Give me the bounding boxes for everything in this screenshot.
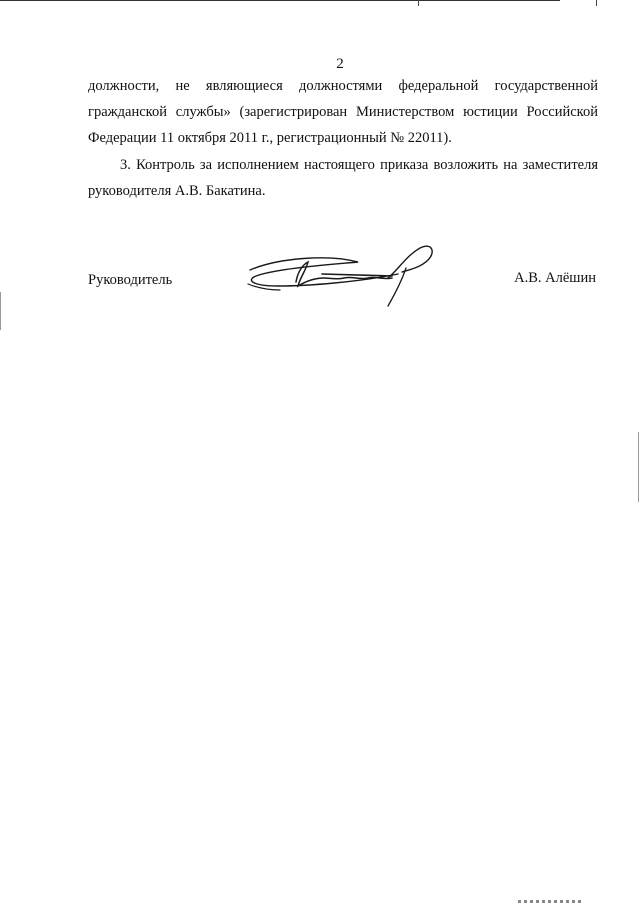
scan-tick-mark (418, 0, 419, 6)
paragraph-item-3 (88, 152, 598, 204)
text-line: руководителя А.В. Бакатина. (88, 183, 266, 199)
paragraph-continued (88, 73, 598, 151)
text-line: Федерации 11 октября 2011 г., регистрационный № 22011). (88, 130, 452, 146)
signatory-position: Руководитель (88, 272, 173, 288)
text-line: гражданской службы» (зарегистрирован Министерством юстиции Российской (88, 104, 598, 120)
signatory-name: А.В. Алёшин (514, 270, 596, 286)
top-page-edge (0, 0, 560, 1)
scan-tick-mark (596, 0, 597, 6)
scan-edge-mark (0, 292, 1, 330)
handwritten-signature (238, 240, 443, 322)
text-line: должности, не являющиеся должностями федеральной государственной (88, 78, 598, 94)
scan-edge-mark (638, 432, 639, 502)
page-number: 2 (336, 56, 344, 72)
scan-bottom-mark (518, 900, 582, 903)
text-line: 3. Контроль за исполнением настоящего приказа возложить на заместителя (120, 157, 598, 173)
